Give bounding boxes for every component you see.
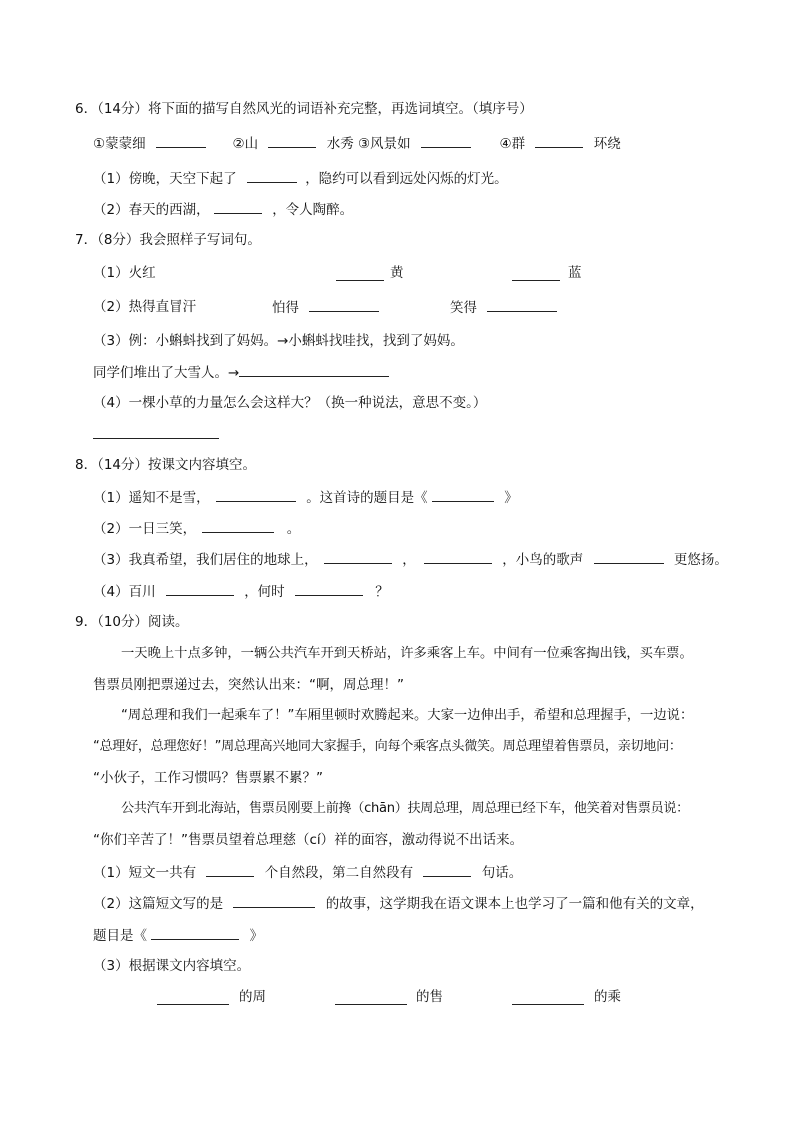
q6-word-4-tail: 环绕 bbox=[593, 136, 621, 152]
q9-passage-p2-line3: “小伙子，工作习惯吗？售票累不累？” bbox=[93, 770, 323, 786]
q9-f1-blank[interactable] bbox=[157, 990, 229, 1005]
q9-r2 bbox=[93, 893, 704, 914]
q8-l4-blank-2[interactable] bbox=[295, 581, 363, 596]
q7-c1: （3）例：小蝌蚪找到了妈妈。→小蝌蚪找哇找，找到了妈妈。 bbox=[93, 333, 464, 349]
q9-r1-blank-2[interactable] bbox=[423, 862, 471, 877]
q6-word-3: ③风景如 bbox=[358, 136, 411, 152]
q8-l3-blank-1[interactable] bbox=[324, 549, 392, 564]
q9-f2-blank[interactable] bbox=[335, 990, 407, 1005]
q6-word-4-blank[interactable] bbox=[535, 133, 583, 148]
q8-l4-blank-1[interactable] bbox=[166, 581, 234, 596]
q6-s2-blank[interactable] bbox=[214, 199, 262, 214]
q9-passage-p1-line2: 售票员刚把票递过去，突然认出来：“啊，周总理！” bbox=[93, 677, 404, 693]
q9-r2-text: （2）这篇短文写的是 bbox=[93, 896, 224, 912]
q8-l1-text: （1）遥知不是雪， bbox=[93, 490, 210, 506]
q9-r3: （3）根据课文内容填空。 bbox=[93, 958, 251, 974]
q8-l4-text: （4）百川 bbox=[93, 584, 156, 600]
q8-line-1 bbox=[93, 487, 518, 508]
q8-l1-tail: 》 bbox=[504, 490, 518, 506]
q9-r1-tail: 句话。 bbox=[481, 865, 523, 881]
q9-r1-mid: 个自然段，第二自然段有 bbox=[264, 865, 414, 881]
q9-passage-p2-line1: “周总理和我们一起乘车了！”车厢里顿时欢腾起来。大家一边伸出手，希望和总理握手，一边说： bbox=[121, 708, 694, 723]
q9-r2-tail: 的故事，这学期我在语文课本上也学习了一篇和他有关的文章， bbox=[325, 896, 704, 912]
q7-a2: 黄 bbox=[390, 265, 404, 281]
q6-sentence-1 bbox=[93, 168, 508, 189]
q8-l2-text: （2）一日三笑， bbox=[93, 521, 197, 537]
q8-l3-mid: ，小鸟的歌声 bbox=[502, 552, 584, 568]
q6-sentence-2 bbox=[93, 199, 353, 220]
q9-passage-p3-line1: 公共汽车开到北海站，售票员刚要上前搀（chān）扶周总理，周总理已经下车，他笑着对售票员说： bbox=[121, 801, 689, 816]
q8-title: 8．（14分）按课文内容填空。 bbox=[75, 457, 257, 473]
q6-title: 6．（14分）将下面的描写自然风光的词语补充完整，再选词填空。（填序号） bbox=[75, 101, 533, 117]
q8-l3-text: （3）我真希望，我们居住的地球上， bbox=[93, 552, 318, 568]
q8-line-2 bbox=[93, 518, 300, 539]
q6-s1-blank[interactable] bbox=[247, 168, 297, 183]
q7-b2: 怕得 bbox=[272, 300, 299, 316]
q6-word-4: ④群 bbox=[499, 136, 526, 152]
q8-l1-blank-1[interactable] bbox=[216, 487, 296, 502]
q7-b3-blank[interactable] bbox=[487, 297, 557, 312]
q8-l1-mid: 。这首诗的题目是《 bbox=[306, 490, 428, 506]
q8-l3-sep: ， bbox=[402, 552, 416, 568]
q8-l4-mid: ，何时 bbox=[244, 584, 285, 600]
q6-s2-tail: ，令人陶醉。 bbox=[272, 202, 354, 218]
q8-l1-blank-2[interactable] bbox=[432, 487, 494, 502]
q9-f1: 的周 bbox=[239, 989, 266, 1005]
q9-title: 9．（10分）阅读。 bbox=[75, 614, 189, 630]
q7-c2: 同学们堆出了大雪人。→ bbox=[93, 365, 240, 381]
q6-word-1-blank[interactable] bbox=[156, 133, 206, 148]
q9-r2-title-tail: 》 bbox=[249, 928, 264, 944]
q8-l3-blank-3[interactable] bbox=[594, 549, 664, 564]
q7-c2-blank[interactable] bbox=[239, 362, 389, 377]
q9-r2-blank-1[interactable] bbox=[233, 893, 315, 908]
q7-b3: 笑得 bbox=[450, 300, 477, 316]
q9-f3-blank[interactable] bbox=[512, 990, 584, 1005]
q8-line-4 bbox=[93, 581, 389, 602]
q8-line-3 bbox=[93, 549, 728, 570]
q6-word-options bbox=[93, 133, 621, 154]
q9-passage-p1-line1: 一天晚上十点多钟，一辆公共汽车开到天桥站，许多乘客上车。中间有一位乘客掏出钱，买车票。 bbox=[121, 646, 693, 661]
q9-r2-title-text: 题目是《 bbox=[93, 928, 147, 944]
q6-word-2-tail: 水秀 bbox=[326, 136, 354, 152]
q8-l3-tail: 更悠扬。 bbox=[673, 552, 728, 568]
q7-b3-row bbox=[450, 297, 557, 318]
q9-r1-blank-1[interactable] bbox=[206, 862, 254, 877]
q7-d1: （4）一棵小草的力量怎么会这样大？（换一种说法，意思不变。） bbox=[93, 395, 487, 411]
q6-word-2-blank[interactable] bbox=[268, 133, 316, 148]
q8-l2-blank[interactable] bbox=[202, 518, 274, 533]
q6-word-1: ①蒙蒙细 bbox=[93, 136, 146, 152]
q7-a2-blank[interactable] bbox=[336, 266, 384, 281]
q7-a3: 蓝 bbox=[568, 265, 582, 281]
q8-l3-blank-2[interactable] bbox=[424, 549, 492, 564]
q9-passage-p3-line2: “你们辛苦了！”售票员望着总理慈（cí）祥的面容，激动得说不出话来。 bbox=[93, 832, 524, 848]
q7-d1-blank[interactable] bbox=[93, 424, 219, 439]
q7-b1: （2）热得直冒汗 bbox=[93, 299, 197, 315]
q9-r2-title-row bbox=[93, 925, 263, 946]
q8-l4-tail: ？ bbox=[375, 584, 389, 600]
q9-f2: 的售 bbox=[416, 989, 443, 1005]
q6-s1-text: （1）傍晚，天空下起了 bbox=[93, 171, 237, 187]
q9-r1 bbox=[93, 862, 522, 883]
q7-title: 7．（8分）我会照样子写词句。 bbox=[75, 232, 261, 248]
q6-word-3-blank[interactable] bbox=[421, 133, 471, 148]
q9-passage-p2-line2: “总理好，总理您好！”周总理高兴地同大家握手，向每个乘客点头微笑。周总理望着售票员，亲切地问： bbox=[93, 739, 682, 754]
q7-a3-blank[interactable] bbox=[512, 266, 560, 281]
q8-l2-tail: 。 bbox=[286, 521, 301, 537]
q9-r1-text: （1）短文一共有 bbox=[93, 865, 197, 881]
q7-a1: （1）火红 bbox=[93, 265, 156, 281]
q9-r2-blank-2[interactable] bbox=[151, 925, 239, 940]
q6-word-2: ②山 bbox=[232, 136, 259, 152]
q6-s1-tail: ，隐约可以看到远处闪烁的灯光。 bbox=[305, 171, 508, 187]
q7-c2-row bbox=[93, 362, 389, 383]
q7-b2-row bbox=[272, 297, 379, 318]
q6-s2-text: （2）春天的西湖， bbox=[93, 202, 210, 218]
q9-f3: 的乘 bbox=[594, 989, 621, 1005]
q7-b2-blank[interactable] bbox=[309, 297, 379, 312]
